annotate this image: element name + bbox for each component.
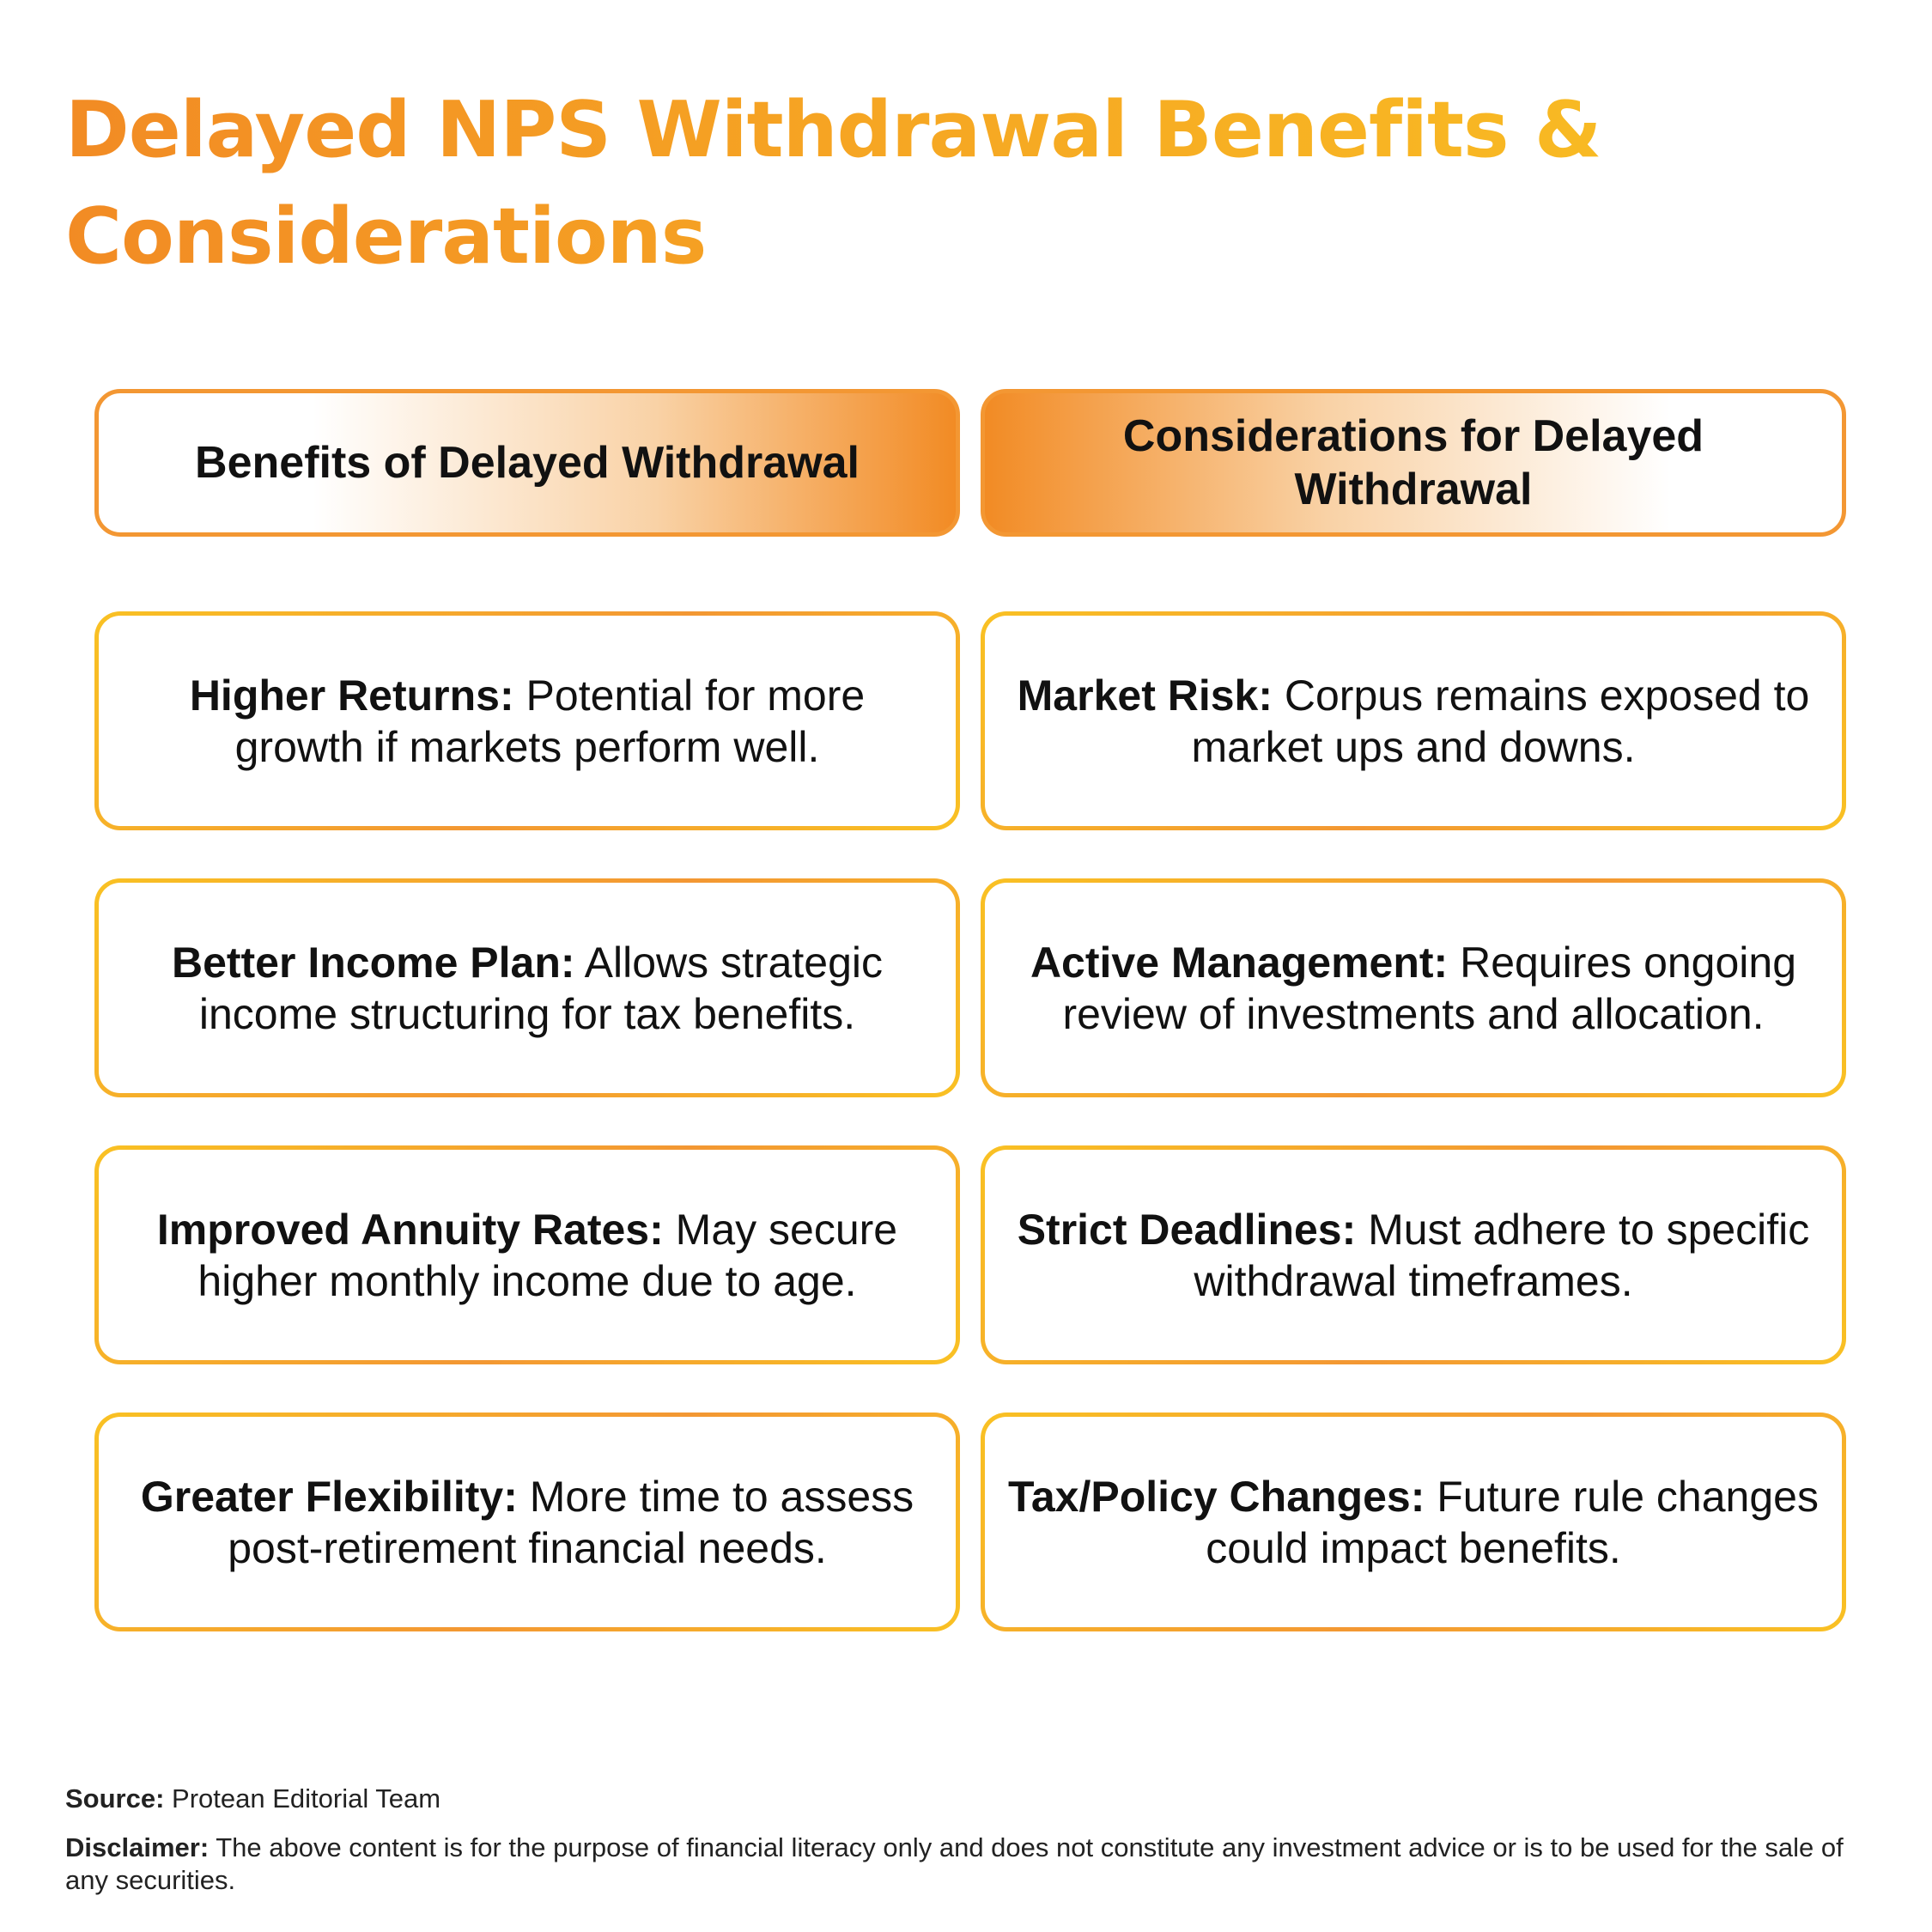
consideration-card-text: [1007, 670, 1820, 773]
consideration-card-label: Tax/Policy Changes:: [1008, 1472, 1425, 1521]
page-title: Delayed NPS Withdrawal Benefits & Considerations: [65, 77, 1868, 290]
consideration-card-tax-policy-changes: [981, 1413, 1846, 1631]
disclaimer-text: The above content is for the purpose of financial literacy only and does not constitute any investment advice or is to be used for the sale of any securities.: [65, 1832, 1844, 1895]
consideration-card-text: [1007, 1204, 1820, 1307]
considerations-header: [981, 389, 1846, 537]
consideration-card-text: [1007, 937, 1820, 1040]
benefit-card-description: Allows strategic income structuring for tax benefits.: [198, 938, 884, 1038]
source-label: Source:: [65, 1783, 165, 1814]
benefit-card-better-income-plan: [94, 878, 960, 1097]
consideration-card-description: Must adhere to specific withdrawal timeframes.: [1194, 1205, 1810, 1305]
benefit-card-label: Greater Flexibility:: [140, 1472, 518, 1521]
benefit-card-improved-annuity-rates: [94, 1145, 960, 1364]
source-text: Protean Editorial Team: [164, 1783, 441, 1814]
disclaimer-note: [65, 1832, 1886, 1897]
benefit-card-text: [121, 937, 933, 1040]
consideration-card-text: [1007, 1471, 1820, 1574]
benefit-card-text: [121, 670, 933, 773]
consideration-card-label: Market Risk:: [1017, 671, 1273, 720]
benefits-header: [94, 389, 960, 537]
benefit-card-greater-flexibility: [94, 1413, 960, 1631]
consideration-card-strict-deadlines: [981, 1145, 1846, 1364]
benefit-card-label: Improved Annuity Rates:: [156, 1205, 664, 1254]
benefit-card-label: Higher Returns:: [189, 671, 514, 720]
benefit-card-label: Better Income Plan:: [171, 938, 575, 987]
benefit-card-description: More time to assess post-retirement financial needs.: [228, 1472, 914, 1572]
consideration-card-active-management: [981, 878, 1846, 1097]
benefit-card-higher-returns: [94, 611, 960, 830]
source-note: [65, 1783, 1886, 1815]
disclaimer-label: Disclaimer:: [65, 1832, 210, 1862]
consideration-card-label: Strict Deadlines:: [1017, 1205, 1357, 1254]
consideration-card-description: Future rule changes could impact benefits.: [1206, 1472, 1819, 1572]
benefit-card-description: Potential for more growth if markets perform well.: [234, 671, 866, 771]
consideration-card-label: Active Management:: [1030, 938, 1449, 987]
benefit-card-text: [121, 1204, 933, 1307]
considerations-header-label: Considerations for Delayed Withdrawal: [1122, 411, 1704, 514]
consideration-card-market-risk: [981, 611, 1846, 830]
consideration-card-description: Corpus remains exposed to market ups and downs.: [1191, 671, 1810, 771]
benefit-card-text: [121, 1471, 933, 1574]
benefits-header-label: Benefits of Delayed Withdrawal: [195, 438, 860, 488]
consideration-card-description: Requires ongoing review of investments and allocation.: [1062, 938, 1797, 1038]
benefit-card-description: May secure higher monthly income due to age.: [197, 1205, 898, 1305]
